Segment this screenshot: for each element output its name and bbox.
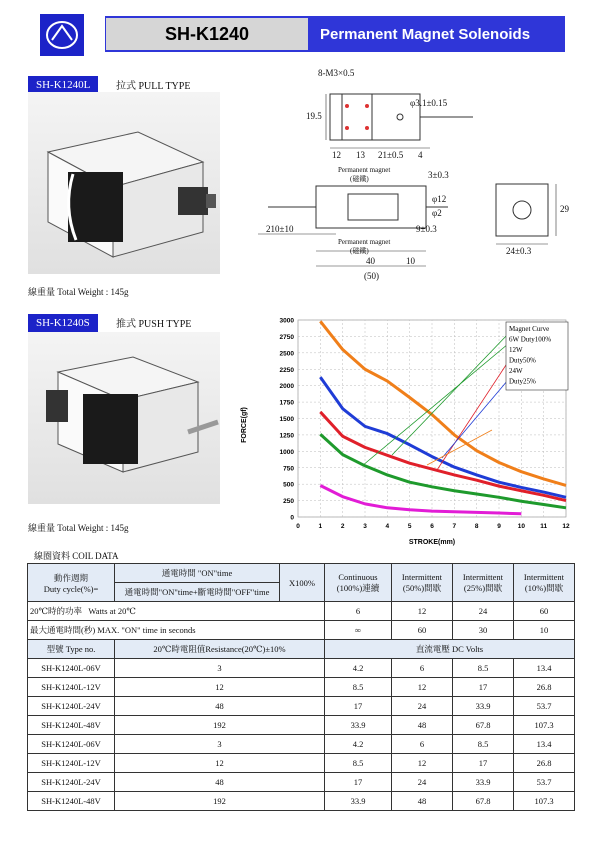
table-cell: 17	[453, 678, 514, 697]
table-cell: 4.2	[325, 659, 392, 678]
y-axis-label: FORCE(gf)	[241, 407, 248, 443]
y-tick-label: 0	[290, 514, 294, 522]
y-tick-label: 2250	[279, 366, 294, 374]
power-row	[28, 602, 575, 621]
legend-entry: 12W	[509, 346, 523, 354]
table-cell: 4.2	[325, 735, 392, 754]
dim-12: 12	[332, 150, 341, 160]
table-row	[28, 735, 575, 754]
table-cell: 24	[392, 697, 453, 716]
table-cell: 6	[392, 735, 453, 754]
table-cell: 17	[453, 754, 514, 773]
on-off-cell: 通電時間"ON"time+斷電時間"OFF"time	[115, 583, 280, 602]
table-cell: SH-K1240L-48V	[28, 792, 115, 811]
table-row	[28, 697, 575, 716]
table-cell: 12	[115, 678, 325, 697]
legend-entry: Duty25%	[509, 377, 536, 386]
y-tick-label: 1750	[279, 399, 294, 407]
table-cell: SH-K1240L-06V	[28, 659, 115, 678]
y-tick-label: 3000	[279, 317, 294, 325]
table-cell: 33.9	[453, 697, 514, 716]
volts-header-cell: 直流電壓 DC Volts	[325, 640, 575, 659]
dim-lead: 210±10	[266, 224, 294, 234]
magnet-top-cn: (磁鐵)	[350, 175, 369, 183]
dim-phi2: φ2	[432, 208, 442, 218]
y-tick-label: 1500	[279, 416, 294, 423]
duty-header-row-1	[28, 564, 575, 583]
x-axis-label: STROKE(mm)	[408, 539, 456, 546]
dim-hole: φ3.1±0.15	[410, 98, 448, 108]
logo-emblem-icon	[40, 14, 84, 56]
x-tick-label: 10	[517, 523, 525, 530]
pull-model-tag: SH-K1240L	[28, 76, 98, 94]
x-tick-label: 3	[363, 523, 367, 530]
magnet-top-label: Permanent magnet	[338, 166, 391, 174]
type-header-cell: 型號 Type no.	[28, 640, 115, 659]
dim-phi12: φ12	[432, 194, 447, 204]
y-tick-label: 2000	[279, 383, 294, 391]
table-cell: 8.5	[325, 754, 392, 773]
max-on-value: 60	[392, 621, 453, 640]
dim-9: 9±0.3	[416, 224, 437, 234]
coil-data-table	[27, 563, 575, 811]
y-tick-label: 2750	[279, 333, 294, 341]
table-cell: 53.7	[514, 697, 575, 716]
table-cell: 17	[325, 773, 392, 792]
table-cell: 67.8	[453, 792, 514, 811]
max-on-value: ∞	[325, 621, 392, 640]
push-type-label: 推式 PUSH TYPE	[116, 319, 192, 330]
x-tick-label: 5	[407, 523, 412, 530]
table-cell: 48	[392, 792, 453, 811]
table-cell: SH-K1240L-24V	[28, 773, 115, 792]
x-tick-label: 0	[296, 523, 300, 530]
table-cell: 12	[392, 678, 453, 697]
table-cell: SH-K1240L-06V	[28, 735, 115, 754]
table-cell: 6	[392, 659, 453, 678]
table-cell: 12	[115, 754, 325, 773]
pull-type-label: 拉式 PULL TYPE	[116, 81, 191, 92]
x-tick-label: 7	[452, 523, 457, 530]
table-cell: 3	[115, 659, 325, 678]
table-cell: 13.4	[514, 659, 575, 678]
duty-label-cell: 動作週期 Duty cycle(%)=	[28, 564, 115, 602]
push-solenoid-image	[28, 332, 220, 504]
push-model-tag: SH-K1240S	[28, 314, 98, 332]
x-tick-label: 2	[340, 523, 345, 530]
legend-entry: Magnet Curve	[509, 325, 550, 333]
y-tick-label: 250	[283, 498, 294, 506]
max-on-value: 10	[514, 621, 575, 640]
x-tick-label: 6	[430, 523, 434, 530]
legend-entry: Duty50%	[509, 356, 536, 365]
max-on-row	[28, 621, 575, 640]
pull-solenoid-image	[28, 92, 220, 274]
y-tick-label: 1000	[279, 448, 294, 456]
table-cell: SH-K1240L-12V	[28, 754, 115, 773]
max-on-value: 30	[453, 621, 514, 640]
col-25: Intermittent (25%)間歇	[453, 564, 514, 602]
x-tick-label: 11	[540, 523, 548, 530]
table-row	[28, 773, 575, 792]
max-on-label-cell: 最大通電時間(秒) MAX. "ON" time in seconds	[28, 621, 325, 640]
table-cell: 107.3	[514, 792, 575, 811]
chart-legend	[506, 322, 568, 390]
table-cell: 17	[325, 697, 392, 716]
table-cell: 48	[115, 697, 325, 716]
power-value: 6	[325, 602, 392, 621]
table-cell: 8.5	[453, 735, 514, 754]
y-tick-label: 750	[283, 465, 294, 473]
col-10: Intermittent (10%)間歇	[514, 564, 575, 602]
table-row	[28, 659, 575, 678]
table-cell: 107.3	[514, 716, 575, 735]
col-50: Intermittent (50%)間歇	[392, 564, 453, 602]
table-cell: 53.7	[514, 773, 575, 792]
col-continuous: Continuous (100%)連續	[325, 564, 392, 602]
legend-entry: 6W Duty100%	[509, 335, 552, 344]
dim-thread: 8-M3×0.5	[318, 68, 355, 78]
power-value: 12	[392, 602, 453, 621]
table-cell: 192	[115, 792, 325, 811]
dim-21: 21±0.5	[378, 150, 404, 160]
product-line: Permanent Magnet Solenoids	[320, 25, 531, 43]
push-weight: 線重量 Total Weight : 145g	[28, 523, 129, 533]
type-header-row	[28, 640, 575, 659]
x-tick-label: 8	[474, 523, 479, 530]
table-row	[28, 792, 575, 811]
table-cell: 8.5	[453, 659, 514, 678]
table-cell: 33.9	[325, 792, 392, 811]
dim-40: 40	[366, 256, 375, 266]
table-cell: SH-K1240L-48V	[28, 716, 115, 735]
dimension-drawing	[238, 66, 583, 291]
x-tick-label: 1	[318, 523, 323, 530]
on-time-cell: 通電時間 "ON"time	[115, 564, 280, 583]
power-value: 60	[514, 602, 575, 621]
table-row	[28, 678, 575, 697]
table-cell: 67.8	[453, 716, 514, 735]
table-row	[28, 754, 575, 773]
dim-50: (50)	[364, 271, 379, 281]
dim-10: 10	[406, 256, 415, 266]
table-cell: 8.5	[325, 678, 392, 697]
magnet-bottom-cn: (磁鐵)	[350, 247, 369, 255]
table-cell: SH-K1240L-12V	[28, 678, 115, 697]
page-title: SH-K1240	[106, 18, 308, 50]
power-value: 24	[453, 602, 514, 621]
table-row	[28, 716, 575, 735]
push-photo	[28, 332, 220, 504]
x100-cell: X100%	[280, 564, 325, 602]
pull-weight: 線重量 Total Weight : 145g	[28, 287, 129, 297]
dim-4: 4	[418, 150, 423, 160]
coil-caption: 線圈資料 COIL DATA	[34, 551, 119, 561]
table-cell: 13.4	[514, 735, 575, 754]
company-logo	[40, 14, 84, 56]
table-cell: 24	[392, 773, 453, 792]
y-tick-label: 2500	[279, 350, 294, 358]
x-tick-label: 9	[497, 523, 501, 530]
dim-24: 24±0.3	[506, 246, 532, 256]
table-cell: 48	[115, 773, 325, 792]
table-cell: 26.8	[514, 754, 575, 773]
force-stroke-chart	[232, 310, 582, 550]
table-cell: SH-K1240L-24V	[28, 697, 115, 716]
y-tick-label: 1250	[279, 432, 294, 440]
table-cell: 12	[392, 754, 453, 773]
table-cell: 33.9	[453, 773, 514, 792]
dim-19-5: 19.5	[306, 111, 322, 121]
table-cell: 26.8	[514, 678, 575, 697]
dim-13: 13	[356, 150, 365, 160]
table-cell: 48	[392, 716, 453, 735]
dim-3: 3±0.3	[428, 170, 449, 180]
x-tick-label: 12	[562, 523, 570, 530]
table-cell: 192	[115, 716, 325, 735]
table-cell: 33.9	[325, 716, 392, 735]
power-label-cell: 20℃時的功率 Watts at 20℃	[28, 602, 325, 621]
pull-photo	[28, 92, 220, 274]
dim-29: 29	[560, 204, 569, 214]
resistance-header-cell: 20℃時電阻值Resistance(20℃)±10%	[115, 640, 325, 659]
x-tick-label: 4	[385, 523, 390, 530]
magnet-bottom-label: Permanent magnet	[338, 238, 391, 246]
table-cell: 3	[115, 735, 325, 754]
y-tick-label: 500	[283, 481, 294, 489]
legend-entry: 24W	[509, 367, 523, 375]
